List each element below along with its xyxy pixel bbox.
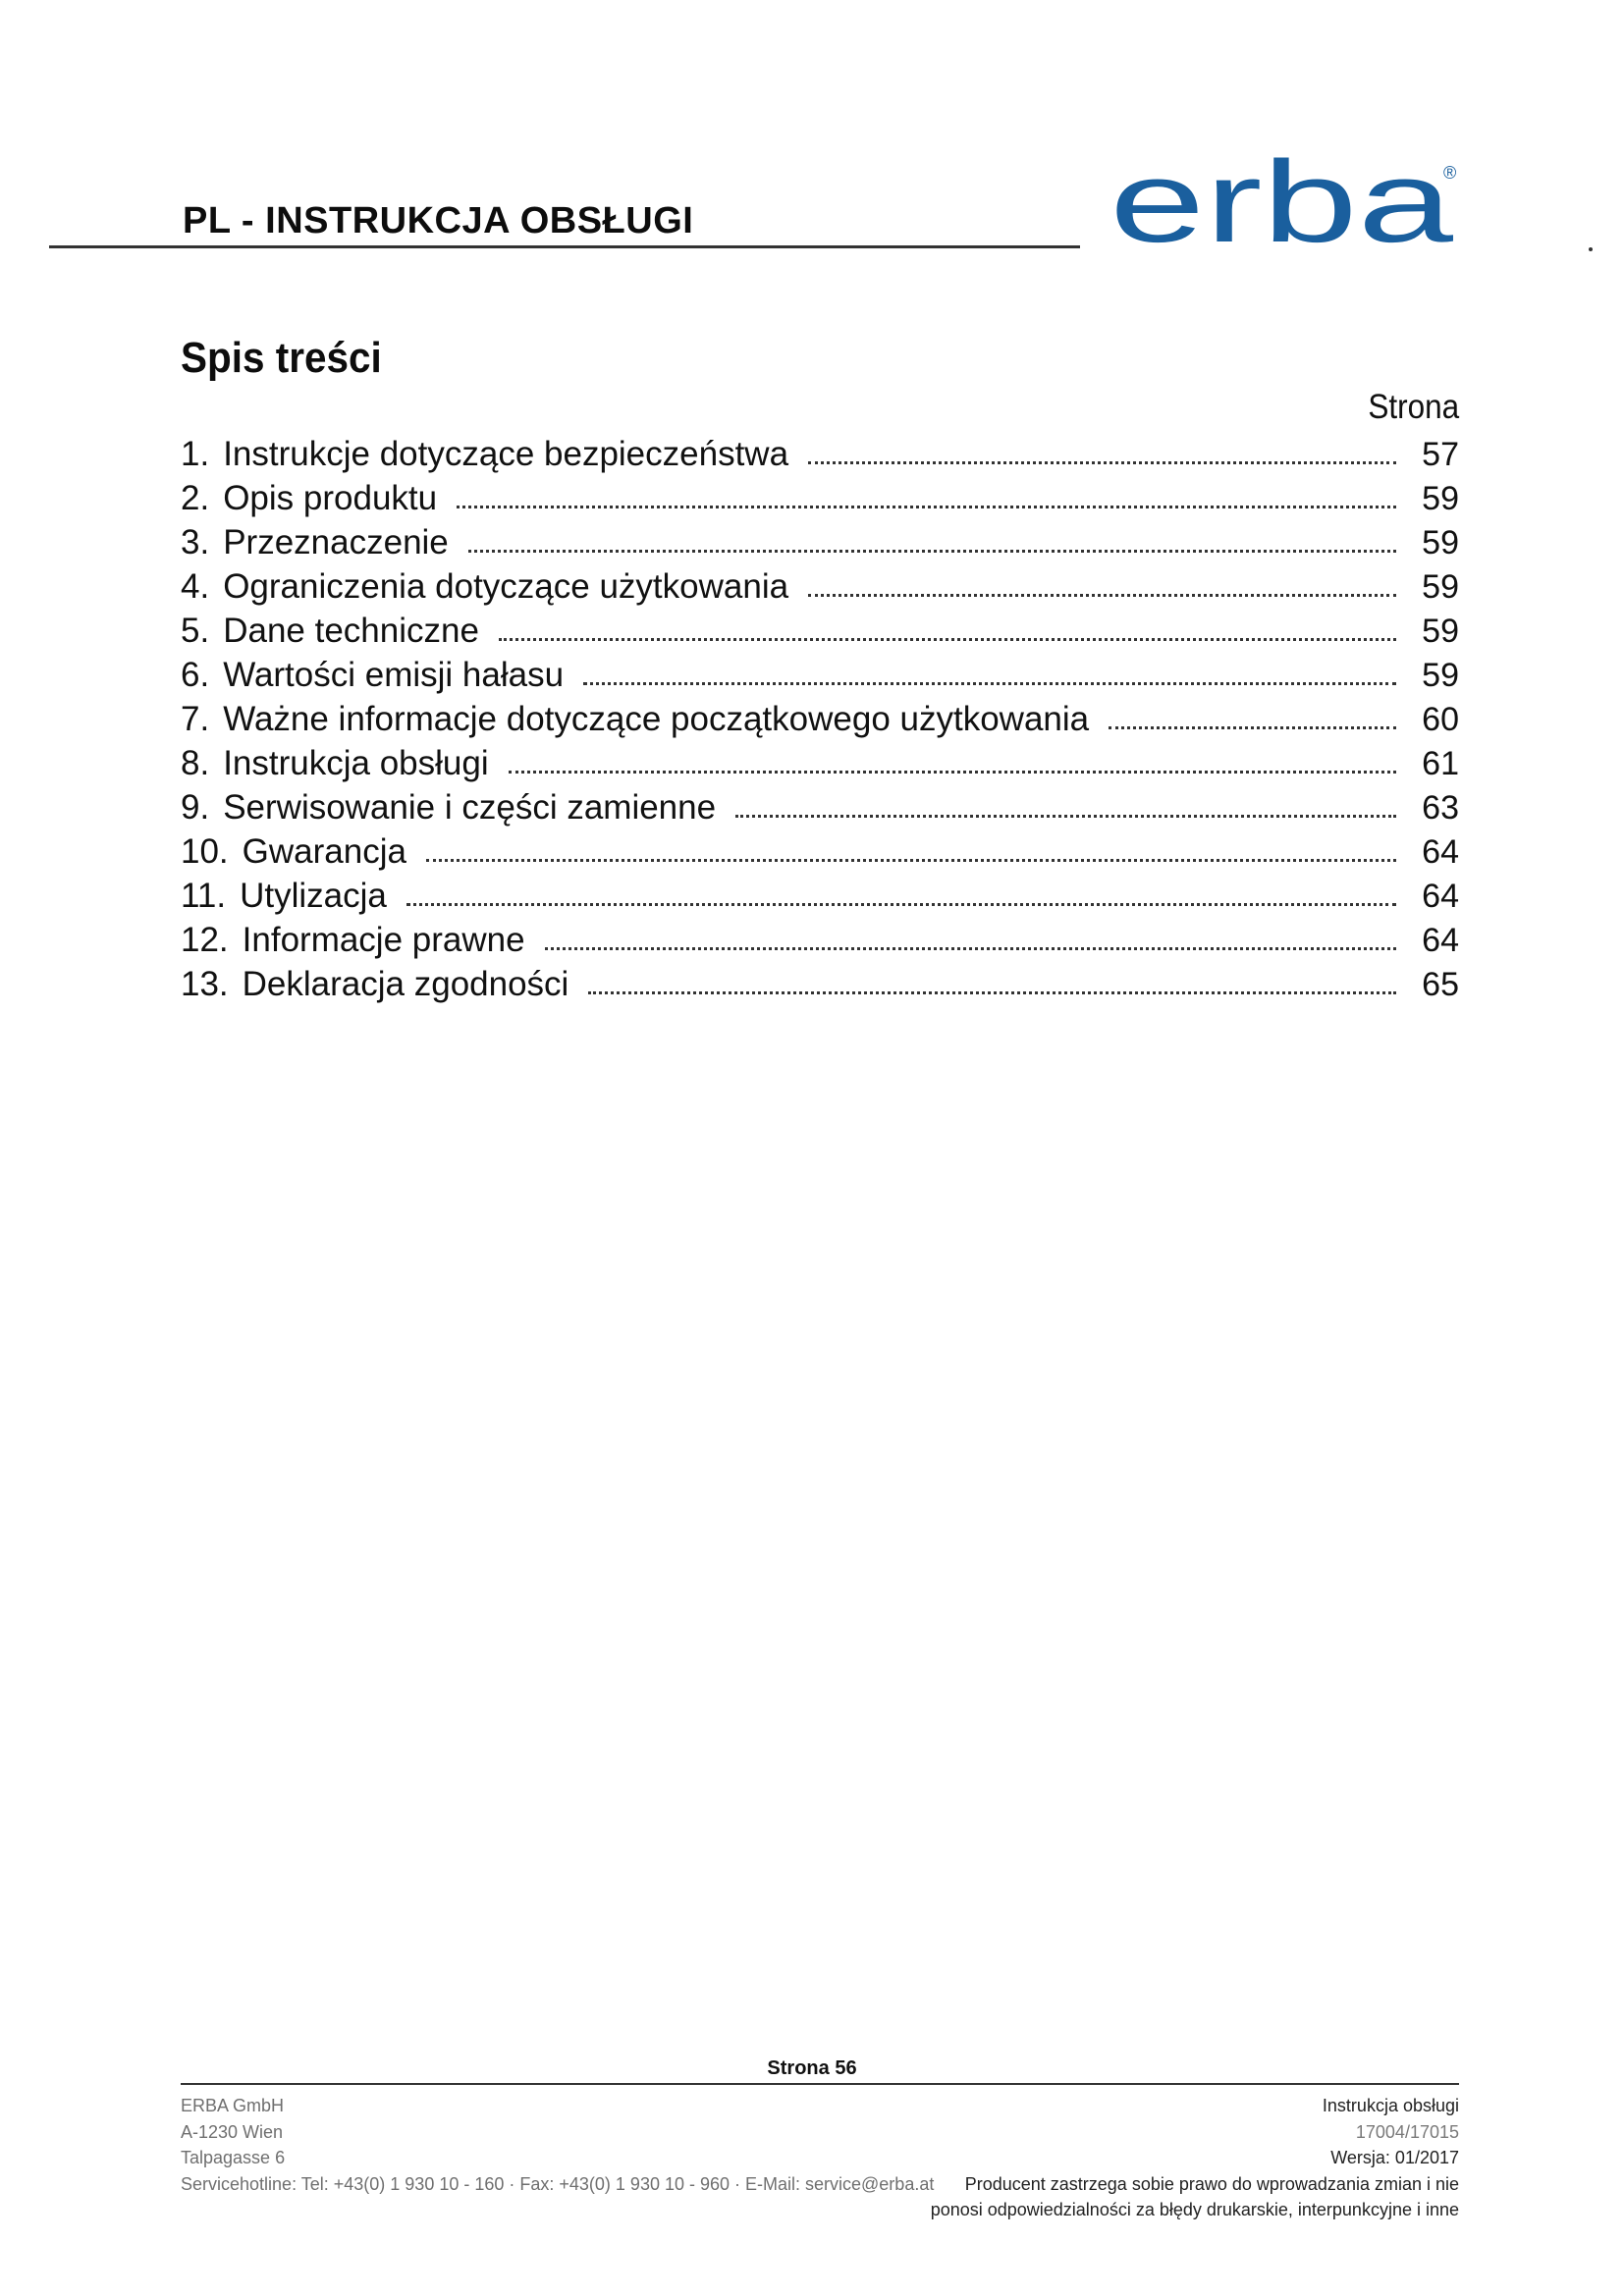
toc-page-column-label: Strona — [1368, 388, 1459, 426]
toc-entry-number: 13. — [181, 965, 229, 1003]
toc-entry-page: 64 — [1422, 833, 1459, 871]
toc-entry[interactable] — [181, 872, 1459, 916]
footer-doc-number: 17004/17015 — [1355, 2121, 1459, 2142]
toc-entry-page: 59 — [1422, 613, 1459, 650]
toc-entry-title: Przeznaczenie — [223, 523, 449, 561]
toc-entry-page: 61 — [1422, 745, 1459, 782]
footer-document-block — [931, 2093, 1459, 2223]
toc-leader-dots — [509, 771, 1396, 774]
toc-entry-page: 59 — [1422, 524, 1459, 561]
toc-entry[interactable] — [181, 474, 1459, 518]
toc-entry[interactable] — [181, 916, 1459, 960]
toc-entry-page: 60 — [1422, 701, 1459, 738]
toc-leader-dots — [588, 991, 1396, 994]
toc-entry-title: Instrukcja obsługi — [223, 744, 489, 782]
toc-entry-title: Informacje prawne — [242, 921, 525, 959]
toc-entry-title: Instrukcje dotyczące bezpieczeństwa — [223, 435, 789, 473]
toc-leader-dots — [468, 550, 1396, 553]
footer-disclaimer-line-2: ponosi odpowiedzialności za błędy drukarskie, interpunkcyjne i inne — [930, 2200, 1459, 2219]
toc-entry-number: 2. — [181, 479, 210, 517]
toc-entry-page: 59 — [1422, 480, 1459, 517]
header-divider — [49, 245, 1080, 248]
toc-entry-title: Dane techniczne — [223, 612, 479, 650]
toc-entry-page: 64 — [1422, 922, 1459, 959]
footer-city: A-1230 Wien — [181, 2121, 284, 2142]
toc-entry[interactable] — [181, 783, 1459, 828]
footer-disclaimer-line-1: Producent zastrzega sobie prawo do wprowadzania zmian i nie — [964, 2173, 1459, 2194]
toc-entry-title: Deklaracja zgodności — [242, 965, 569, 1003]
toc-heading: Spis treści — [181, 334, 382, 382]
toc-entry[interactable] — [181, 430, 1459, 474]
toc-entry[interactable] — [181, 607, 1459, 651]
toc-entry-number: 7. — [181, 700, 210, 738]
toc-leader-dots — [545, 947, 1396, 950]
toc-entry-page: 59 — [1422, 657, 1459, 694]
toc-leader-dots — [457, 506, 1396, 508]
toc-entry-title: Gwarancja — [242, 832, 406, 871]
toc-entry-title: Utylizacja — [240, 877, 387, 915]
toc-entry[interactable] — [181, 518, 1459, 562]
toc-entry-page: 64 — [1422, 878, 1459, 915]
toc-entry[interactable] — [181, 960, 1459, 1004]
toc-leader-dots — [808, 594, 1396, 597]
toc-entry-number: 3. — [181, 523, 210, 561]
toc-entry-title: Ograniczenia dotyczące użytkowania — [223, 567, 789, 606]
toc-entry-number: 9. — [181, 788, 210, 827]
toc-leader-dots — [499, 638, 1396, 641]
toc-entry[interactable] — [181, 562, 1459, 607]
toc-entry-title: Wartości emisji hałasu — [223, 656, 565, 694]
toc-entry-number: 12. — [181, 921, 229, 959]
toc-entry-page: 63 — [1422, 789, 1459, 827]
footer-page-number: Strona 56 — [767, 2057, 857, 2079]
toc-leader-dots — [1109, 726, 1396, 729]
toc-entry[interactable] — [181, 739, 1459, 783]
toc-entry-title: Ważne informacje dotyczące początkowego użytkowania — [223, 700, 1090, 738]
footer-street: Talpagasse 6 — [181, 2148, 286, 2167]
toc-entry-number: 10. — [181, 832, 229, 871]
toc-leader-dots — [735, 815, 1396, 818]
toc-entry[interactable] — [181, 828, 1459, 872]
footer-version: Wersja: 01/2017 — [1330, 2148, 1459, 2167]
toc-entry-number: 11. — [181, 877, 227, 915]
toc-entry-number: 6. — [181, 656, 210, 694]
toc-entry-number: 4. — [181, 567, 210, 606]
footer-company-block — [181, 2093, 934, 2197]
toc-leader-dots — [406, 903, 1396, 906]
footer-contact: Servicehotline: Tel: +43(0) 1 930 10 - 160 · Fax: +43(0) 1 930 10 - 960 · E-Mail: service@erba.at — [181, 2173, 935, 2194]
toc-leader-dots — [808, 461, 1396, 464]
footer-company-name: ERBA GmbH — [181, 2096, 285, 2115]
stray-dot — [1589, 247, 1593, 251]
logo-registered-mark: ® — [1443, 163, 1457, 183]
footer-doc-type: Instrukcja obsługi — [1322, 2096, 1459, 2115]
toc-entry-number: 8. — [181, 744, 210, 782]
toc-entry-page: 59 — [1422, 568, 1459, 606]
toc-entry-title: Opis produktu — [223, 479, 438, 517]
erba-logo — [1110, 157, 1468, 255]
toc-leader-dots — [426, 859, 1396, 862]
toc-leader-dots — [583, 682, 1396, 685]
logo-wordmark: erba — [1110, 157, 1454, 255]
toc-entry-page: 65 — [1422, 966, 1459, 1003]
toc-entry-title: Serwisowanie i części zamienne — [223, 788, 717, 827]
toc-list — [181, 430, 1459, 1004]
toc-entry[interactable] — [181, 651, 1459, 695]
document-title: PL - INSTRUKCJA OBSŁUGI — [183, 200, 694, 241]
toc-entry-number: 5. — [181, 612, 210, 650]
toc-entry-number: 1. — [181, 435, 210, 473]
footer-divider — [181, 2083, 1459, 2085]
toc-entry[interactable] — [181, 695, 1459, 739]
toc-entry-page: 57 — [1422, 436, 1459, 473]
